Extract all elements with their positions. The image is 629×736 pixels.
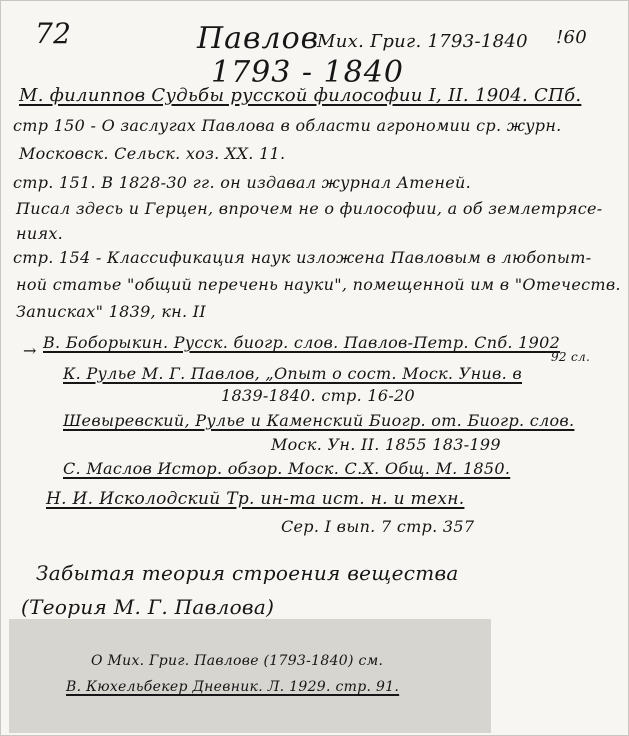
ref-line-3: Шевыревский, Рулье и Каменский Биогр. от. Биогр. слов. <box>63 411 575 430</box>
main-line-5: Писал здесь и Герцен, впрочем не о философии, а об землетрясе- <box>16 199 603 218</box>
main-line-3: Московск. Сельск. хоз. XX. 11. <box>19 144 286 163</box>
main-line-2: стр 150 - О заслугах Павлова в области агрономии ср. журн. <box>13 116 562 135</box>
ref-line-5: Н. И. Исколодский Тр. ин-та ист. н. и техн. <box>46 489 465 509</box>
ref-line-4: С. Маслов Истор. обзор. Моск. С.Х. Общ. М. 1850. <box>63 459 511 478</box>
main-line-1: М. филиппов Судьбы русской философии I, II. 1904. СПб. <box>19 85 582 106</box>
ref-line-1b: 92 сл. <box>551 350 591 364</box>
card-surname: Павлов <box>197 21 320 56</box>
card-number: 72 <box>35 17 72 50</box>
ref-line-6: Забытая теория строения вещества <box>36 561 459 585</box>
pasted-note-strip <box>9 619 491 733</box>
card-full-name: Мих. Григ. 1793-1840 <box>317 31 528 52</box>
ref-line-5b: Сер. I вып. 7 стр. 357 <box>281 517 475 536</box>
ref-line-7: (Теория М. Г. Павлова) <box>21 595 275 619</box>
bottom-note-line-1: О Мих. Григ. Павлове (1793-1840) см. <box>91 653 384 669</box>
ref-line-2b: 1839-1840. стр. 16-20 <box>221 386 415 405</box>
main-line-4: стр. 151. В 1828-30 гг. он издавал журнал Атеней. <box>13 173 472 192</box>
main-line-8: ной статье "общий перечень науки", помещенной им в "Отечеств. <box>16 275 621 294</box>
main-line-6: ниях. <box>16 224 64 243</box>
bottom-note-line-2: В. Кюхельбекер Дневник. Л. 1929. стр. 91. <box>66 679 400 695</box>
page-mark: !60 <box>556 27 588 48</box>
card-years: 1793 - 1840 <box>211 55 404 90</box>
ref-line-1: В. Боборыкин. Русск. биогр. слов. Павлов-Петр. Спб. 1902 <box>43 333 561 352</box>
ref-line-3b: Моск. Ун. II. 1855 183-199 <box>271 435 501 454</box>
ref-line-2: К. Рулье М. Г. Павлов, „Опыт о сост. Моск. Унив. в <box>63 364 523 383</box>
main-line-7: стр. 154 - Классификация наук изложена Павловым в любопыт- <box>13 248 592 267</box>
main-line-9: Записках" 1839, кн. II <box>16 302 207 321</box>
arrow-icon: → <box>23 341 37 360</box>
